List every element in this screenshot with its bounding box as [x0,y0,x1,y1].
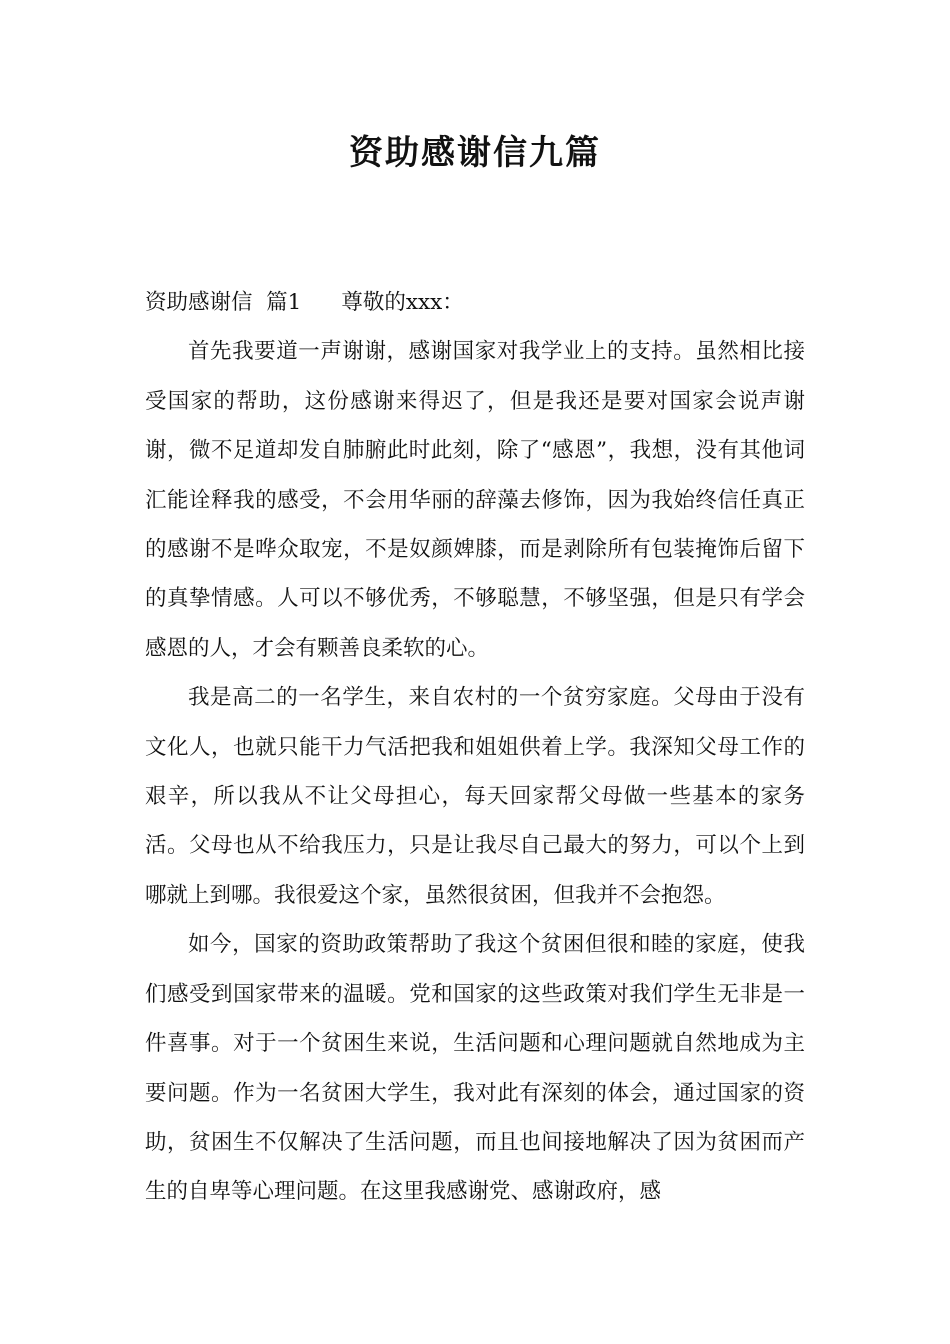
paragraph-2: 我是高二的一名学生，来自农村的一个贫穷家庭。父母由于没有文化人，也就只能干力气活把我和姐姐供着上学。我深知父母工作的艰辛，所以我从不让父母担心，每天回家帮父母做一些基本的家务活。父母也从不给我压力，只是让我尽自己最大的努力，可以个上到哪就上到哪。我很爱这个家，虽然很贫困，但我并不会抱怨。 [145,685,805,908]
letter-heading [145,278,805,327]
salutation: 尊敬的xxx： [341,290,464,315]
paragraph-1: 首先我要道一声谢谢，感谢国家对我学业上的支持。虽然相比接受国家的帮助，这份感谢来得迟了，但是我还是要对国家会说声谢谢，微不足道却发自肺腑此时此刻，除了“感恩”，我想，没有其他词汇能诠释我的感受，不会用华丽的辞藻去修饰，因为我始终信任真正的感谢不是哗众取宠，不是奴颜婢膝，而是剥除所有包装掩饰后留下的真挚情感。人可以不够优秀，不够聪慧，不够坚强，但是只有学会感恩的人，才会有颗善良柔软的心。 [145,339,805,661]
letter-body [145,278,805,1217]
page-title: 资助感谢信九篇 [349,133,601,173]
paragraph-3: 如今，国家的资助政策帮助了我这个贫困但很和睦的家庭，使我们感受到国家带来的温暖。党和国家的这些政策对我们学生无非是一件喜事。对于一个贫困生来说，生活问题和心理问题就自然地成为主要问题。作为一名贫困大学生，我对此有深刻的体会，通过国家的资助，贫困生不仅解决了生活问题，而且也间接地解决了因为贫困而产生的自卑等心理问题。在这里我感谢党、感谢政府，感 [145,932,805,1205]
section-label: 资助感谢信 篇1 [145,290,302,315]
